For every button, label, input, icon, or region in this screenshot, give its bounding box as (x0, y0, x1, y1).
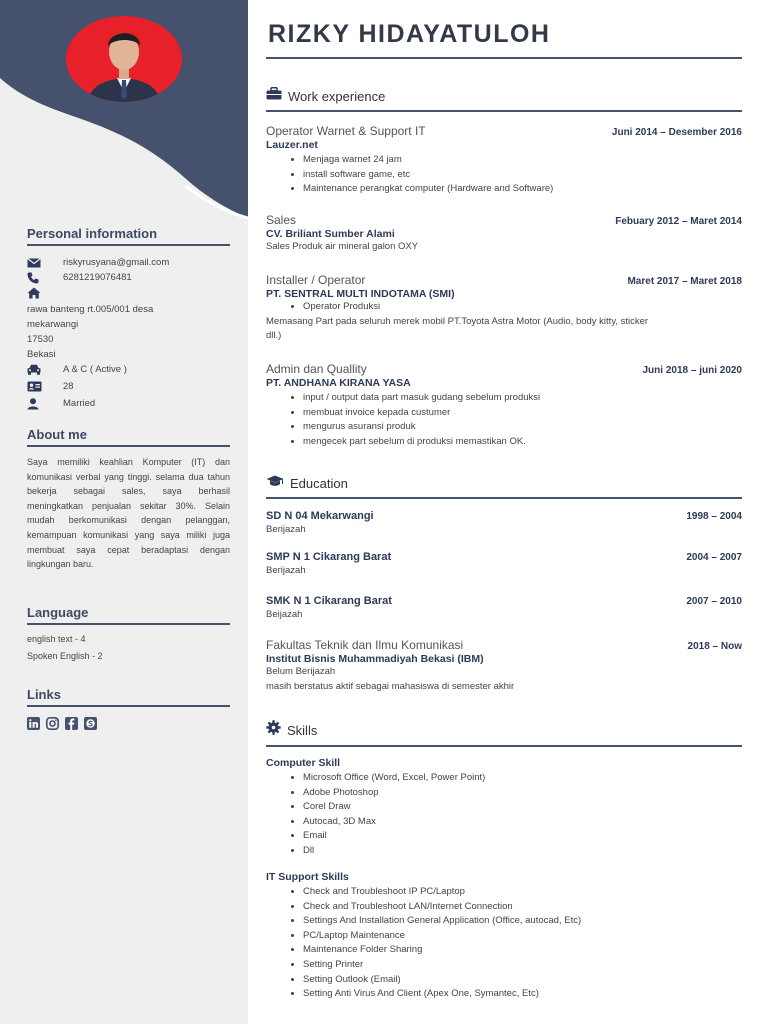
name-divider (266, 57, 742, 59)
job-title: Sales (266, 213, 297, 227)
job-duty: • Menjaga warnet 24 jam (303, 153, 742, 168)
school-name: SD N 04 Mekarwangi (266, 510, 374, 522)
about-heading: About me (27, 427, 230, 447)
profile-photo (66, 16, 182, 102)
job-company: Lauzer.net (266, 139, 318, 151)
skill-item: • Settings And Installation General Application (Office, autocad, Etc) (303, 914, 742, 929)
skype-icon[interactable] (84, 717, 97, 735)
job-duty: • mengurus asuransi produk (303, 420, 742, 435)
job-duty: • input / output data part masuk gudang sebelum produksi (303, 391, 742, 406)
education-entry (266, 510, 742, 538)
job-duty: • install software game, etc (303, 168, 742, 183)
links-heading: Links (27, 687, 230, 707)
language-item: english text - 4 (27, 634, 86, 644)
about-text: Saya memiliki keahlian Komputer (IT) dan komunikasi verbal yang tinggi. selama dua tahun bekerja sebagai sales, saya berhasil meningkatkan penjualan sekitar 30%. Selain mudah berkomunikasi dengan pelanggan, kemampuan komunikasi yang saya miliki juga membuat saya cepat beradaptasi dengan lingkungan baru. (27, 457, 230, 570)
job-description: Sales Produk air mineral galon OXY (266, 241, 419, 252)
skill-item: • Check and Troubleshoot IP PC/Laptop (303, 885, 742, 900)
language-item: Spoken English - 2 (27, 651, 103, 661)
skills-heading-bar (266, 720, 742, 747)
job-company: PT. SENTRAL MULTI INDOTAMA (SMI) (266, 288, 455, 300)
work-heading: Work experience (288, 88, 386, 104)
education-heading: Education (290, 475, 348, 491)
job-date: Juni 2014 – Desember 2016 (611, 127, 742, 138)
job-date: Juni 2018 – juni 2020 (642, 365, 742, 376)
college-entry (266, 638, 742, 694)
license-text: A & C ( Active ) (63, 364, 127, 375)
education-note: Belum Berijazah (266, 666, 336, 677)
it-support-skills (266, 871, 742, 1002)
computer-skills (266, 757, 742, 859)
envelope-icon (27, 258, 63, 268)
education-status: masih berstatus aktif sebagai mahasiswa di semester akhir (266, 680, 515, 692)
school-name: SMP N 1 Cikarang Barat (266, 551, 392, 563)
skill-item: • Setting Printer (303, 958, 742, 973)
job-duty: • membuat invoice kepada custumer (303, 406, 742, 421)
work-heading-bar (266, 87, 742, 112)
phone-text: 6281219076481 (63, 272, 132, 283)
main-content (266, 0, 742, 1024)
skill-item: • Setting Anti Virus And Client (Apex One, Symantec, Etc) (303, 987, 742, 1002)
job-description: Memasang Part pada seluruh merek mobil PT.Toyota Astra Motor (Audio, body kitty, sticker dll.) (266, 315, 649, 342)
skill-item: • PC/Laptop Maintenance (303, 929, 742, 944)
education-date: 2007 – 2010 (686, 596, 742, 607)
skill-item: • Dll (303, 844, 742, 859)
skill-item: • Email (303, 829, 742, 844)
job-entry (266, 124, 742, 197)
phone-row (27, 270, 230, 285)
job-entry (266, 362, 742, 449)
skill-item: • Setting Outlook (Email) (303, 973, 742, 988)
it-skill-heading: IT Support Skills (266, 871, 349, 883)
graduation-cap-icon (266, 474, 284, 492)
skill-item: • Autocad, 3D Max (303, 815, 742, 830)
gear-icon (266, 720, 281, 740)
education-note: Berijazah (266, 565, 306, 576)
language-heading: Language (27, 605, 230, 625)
job-title: Installer / Operator (266, 273, 366, 287)
instagram-icon[interactable] (46, 717, 59, 735)
address-line-2: mekarwangi (27, 319, 79, 330)
job-duty: • Maintenance perangkat computer (Hardware and Software) (303, 182, 742, 197)
id-card-icon (27, 381, 63, 392)
skill-item: • Check and Troubleshoot LAN/Internet Connection (303, 900, 742, 915)
about-section (27, 427, 230, 572)
phone-icon (27, 272, 63, 284)
marital-text: Married (63, 398, 96, 409)
person-name: RIZKY HIDAYATULOH (268, 20, 551, 48)
education-heading-bar (266, 474, 742, 499)
address-line-1: rawa banteng rt.005/001 desa (27, 304, 154, 315)
skill-item: • Maintenance Folder Sharing (303, 943, 742, 958)
job-entry (266, 213, 742, 255)
personal-info-section (27, 226, 230, 411)
age-text: 28 (63, 381, 74, 392)
education-date: 2004 – 2007 (686, 552, 742, 563)
skill-item: • Corel Draw (303, 800, 742, 815)
faculty-name: Fakultas Teknik dan Ilmu Komunikasi (266, 638, 464, 652)
car-icon (27, 364, 63, 375)
job-title: Operator Warnet & Support IT (266, 124, 426, 138)
facebook-icon[interactable] (65, 717, 78, 735)
skills-heading: Skills (287, 722, 318, 738)
job-date: Febuary 2012 – Maret 2014 (615, 216, 742, 227)
linkedin-icon[interactable] (27, 717, 40, 735)
address-row (27, 285, 230, 300)
language-section (27, 605, 230, 665)
email-row (27, 255, 230, 270)
education-entry (266, 595, 742, 623)
job-title: Admin dan Quallity (266, 362, 367, 376)
institute-name: Institut Bisnis Muhammadiyah Bekasi (IBM) (266, 653, 484, 665)
job-company: CV. Briliant Sumber Alami (266, 228, 395, 240)
education-entry (266, 551, 742, 579)
education-date: 2018 – Now (687, 641, 742, 652)
age-row (27, 379, 230, 394)
skill-item: • Adobe Photoshop (303, 786, 742, 801)
marital-row (27, 396, 230, 411)
job-company: PT. ANDHANA KIRANA YASA (266, 377, 411, 389)
job-entry (266, 273, 742, 344)
address-city: Bekasi (27, 349, 56, 360)
sidebar (0, 0, 248, 1024)
personal-info-heading: Personal information (27, 226, 230, 246)
job-duty: • Operator Produksi (303, 300, 742, 315)
links-section (27, 687, 230, 735)
email-text: riskyrusyana@gmail.com (63, 257, 170, 268)
skill-item: • Microsoft Office (Word, Excel, Power Point) (303, 771, 742, 786)
education-note: Beijazah (266, 609, 303, 620)
education-date: 1998 – 2004 (686, 511, 742, 522)
license-row (27, 362, 230, 377)
job-date: Maret 2017 – Maret 2018 (627, 276, 742, 287)
briefcase-icon (266, 87, 282, 105)
address-postcode: 17530 (27, 334, 54, 345)
job-duty: • mengecek part sebelum di produksi memastikan OK. (303, 435, 742, 450)
school-name: SMK N 1 Cikarang Barat (266, 595, 392, 607)
education-note: Berijazah (266, 524, 306, 535)
user-icon (27, 398, 63, 410)
computer-skill-heading: Computer Skill (266, 757, 341, 769)
home-icon (27, 287, 63, 299)
